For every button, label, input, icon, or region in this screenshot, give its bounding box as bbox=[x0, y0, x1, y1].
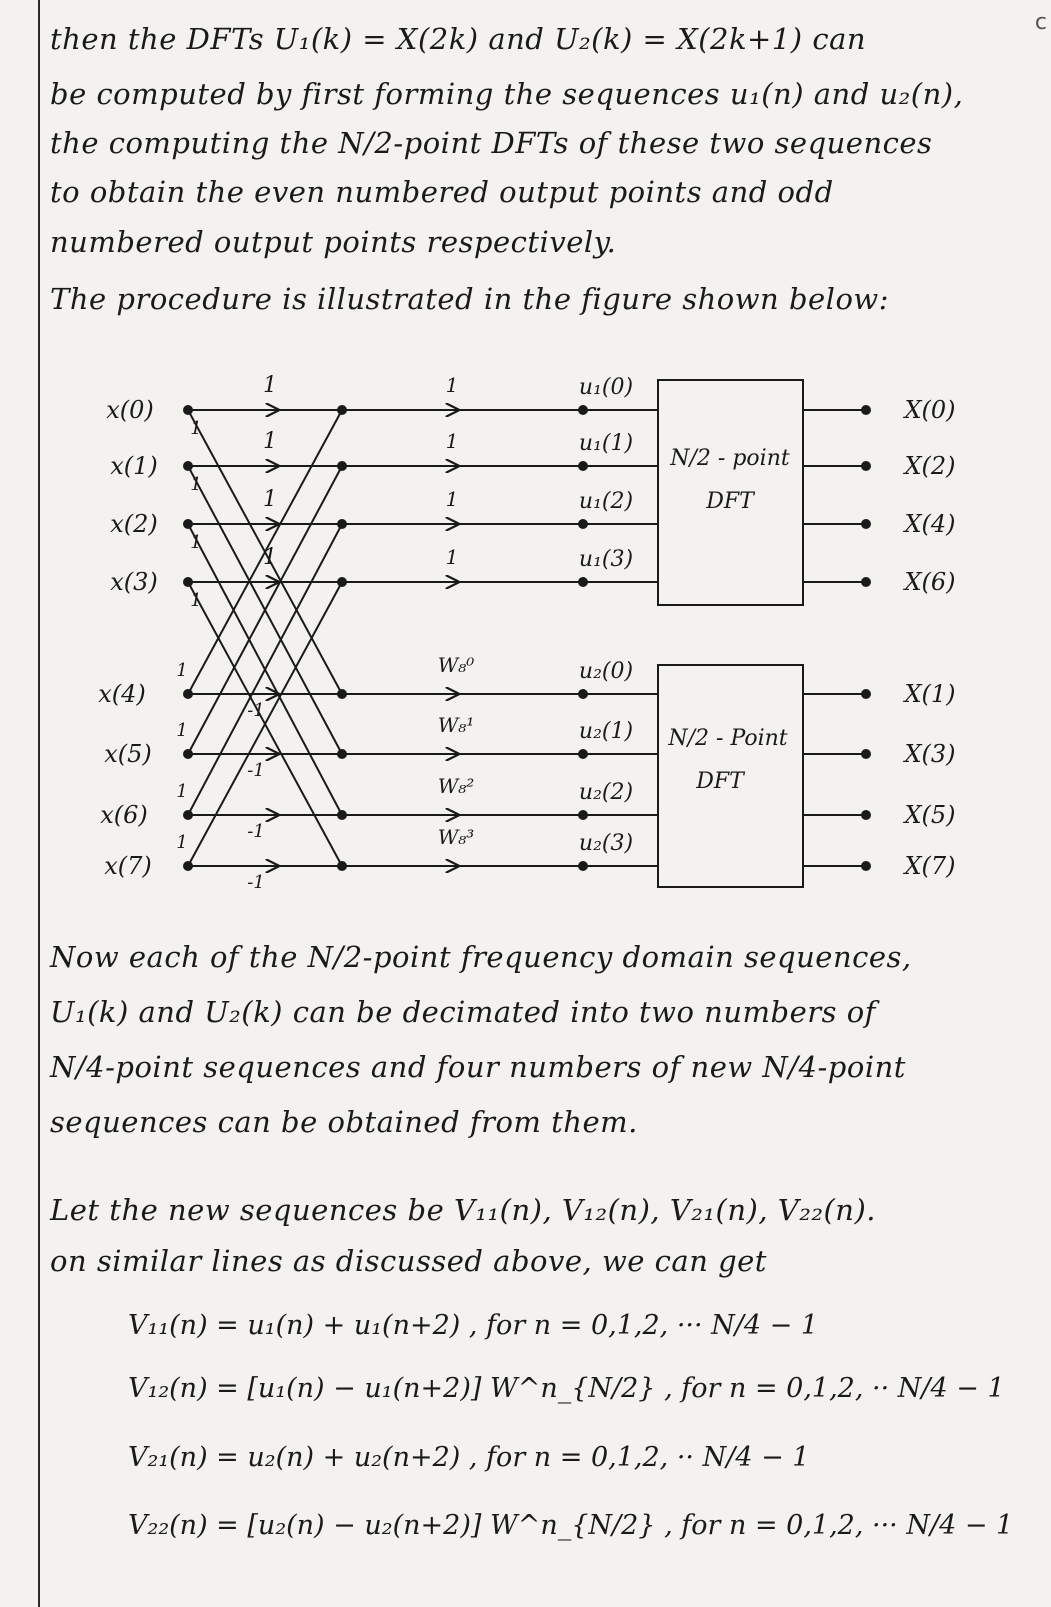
u2-label-3: u₂(3) bbox=[578, 831, 634, 856]
cross-gain-bottom-1: 1 bbox=[176, 720, 188, 741]
procedure-line: The procedure is illustrated in the figure shown below: bbox=[50, 282, 890, 316]
input-node-3 bbox=[183, 577, 193, 587]
paragraph1-line: numbered output points respectively. bbox=[50, 225, 617, 259]
butterfly-node-4 bbox=[337, 689, 347, 699]
minus-gain-3: -1 bbox=[247, 872, 265, 893]
output-node-0 bbox=[861, 405, 871, 415]
equation-v21: V₂₁(n) = u₂(n) + u₂(n+2) , for n = 0,1,2, ·· N/4 − 1 bbox=[128, 1442, 810, 1473]
twiddle-label-0: W₈⁰ bbox=[437, 653, 475, 677]
output-label-4: X(1) bbox=[904, 680, 956, 708]
input-node-7 bbox=[183, 861, 193, 871]
dft-top-subtitle: DFT bbox=[706, 489, 754, 514]
stage2-gain-2: 1 bbox=[445, 487, 459, 511]
dft-bottom-subtitle: DFT bbox=[696, 769, 744, 794]
output-node-5 bbox=[861, 749, 871, 759]
output-label-5: X(3) bbox=[904, 740, 956, 768]
cross-gain-bottom-3: 1 bbox=[176, 832, 188, 853]
u1-label-1: u₁(1) bbox=[578, 431, 634, 456]
u-node-3 bbox=[578, 577, 588, 587]
paragraph1-line: to obtain the even numbered output points and odd bbox=[50, 175, 834, 209]
cross-gain-top-1: 1 bbox=[190, 474, 202, 495]
twiddle-label-1: W₈¹ bbox=[437, 713, 475, 737]
u-node-6 bbox=[578, 810, 588, 820]
input-node-2 bbox=[183, 519, 193, 529]
equation-v11: V₁₁(n) = u₁(n) + u₁(n+2) , for n = 0,1,2, ··· N/4 − 1 bbox=[128, 1310, 819, 1341]
u-node-4 bbox=[578, 689, 588, 699]
u-node-7 bbox=[578, 861, 588, 871]
stage1-gain-2: 1 bbox=[263, 487, 277, 512]
stage2-gain-1: 1 bbox=[445, 429, 459, 453]
output-node-3 bbox=[861, 577, 871, 587]
input-label-4: x(4) bbox=[98, 680, 146, 708]
output-label-3: X(6) bbox=[904, 568, 956, 596]
minus-gain-2: -1 bbox=[247, 821, 265, 842]
u-node-1 bbox=[578, 461, 588, 471]
equation-v12: V₁₂(n) = [u₁(n) − u₁(n+2)] W^n_{N/2} , for n = 0,1,2, ·· N/4 − 1 bbox=[128, 1373, 1005, 1404]
cross-gain-top-0: 1 bbox=[190, 418, 202, 439]
paragraph1-line: then the DFTs U₁(k) = X(2k) and U₂(k) = X(2k+1) can bbox=[50, 22, 867, 56]
input-label-1: x(1) bbox=[110, 452, 158, 480]
dft-bottom-title: N/2 - Point bbox=[668, 726, 788, 751]
u1-label-3: u₁(3) bbox=[578, 547, 634, 572]
cross-gain-bottom-2: 1 bbox=[176, 781, 188, 802]
stage1-gain-3: 1 bbox=[263, 545, 277, 570]
input-node-4 bbox=[183, 689, 193, 699]
output-node-1 bbox=[861, 461, 871, 471]
paragraph1-line: the computing the N/2-point DFTs of these two sequences bbox=[50, 126, 933, 160]
output-node-4 bbox=[861, 689, 871, 699]
equation-v22: V₂₂(n) = [u₂(n) − u₂(n+2)] W^n_{N/2} , for n = 0,1,2, ··· N/4 − 1 bbox=[128, 1510, 1014, 1541]
minus-gain-0: -1 bbox=[247, 700, 265, 721]
stage2-gain-0: 1 bbox=[445, 373, 459, 397]
paragraph2-line: Now each of the N/2-point frequency domain sequences, bbox=[50, 940, 912, 974]
input-label-2: x(2) bbox=[110, 510, 158, 538]
cross-gain-top-3: 1 bbox=[190, 590, 202, 611]
paragraph1-line: be computed by first forming the sequences u₁(n) and u₂(n), bbox=[50, 77, 964, 111]
input-node-1 bbox=[183, 461, 193, 471]
u1-label-0: u₁(0) bbox=[578, 375, 634, 400]
input-node-0 bbox=[183, 405, 193, 415]
input-label-0: x(0) bbox=[106, 396, 154, 424]
butterfly-node-0 bbox=[337, 405, 347, 415]
twiddle-label-2: W₈² bbox=[437, 774, 475, 798]
output-label-1: X(2) bbox=[904, 452, 956, 480]
output-node-2 bbox=[861, 519, 871, 529]
output-node-7 bbox=[861, 861, 871, 871]
input-label-7: x(7) bbox=[104, 852, 152, 880]
output-label-6: X(5) bbox=[904, 801, 956, 829]
corner-mark: c bbox=[1034, 10, 1047, 35]
paragraph3-line: on similar lines as discussed above, we can get bbox=[50, 1244, 767, 1278]
u2-label-1: u₂(1) bbox=[578, 719, 634, 744]
cross-gain-bottom-0: 1 bbox=[176, 660, 188, 681]
u2-label-2: u₂(2) bbox=[578, 780, 634, 805]
butterfly-node-2 bbox=[337, 519, 347, 529]
paragraph2-line: sequences can be obtained from them. bbox=[50, 1105, 638, 1139]
u2-label-0: u₂(0) bbox=[578, 659, 634, 684]
output-node-6 bbox=[861, 810, 871, 820]
input-node-5 bbox=[183, 749, 193, 759]
output-label-2: X(4) bbox=[904, 510, 956, 538]
stage1-gain-1: 1 bbox=[263, 429, 277, 454]
butterfly-node-3 bbox=[337, 577, 347, 587]
u-node-0 bbox=[578, 405, 588, 415]
paragraph2-line: U₁(k) and U₂(k) can be decimated into two numbers of bbox=[50, 995, 876, 1029]
input-label-5: x(5) bbox=[104, 740, 152, 768]
dft-top-title: N/2 - point bbox=[670, 446, 790, 471]
input-node-6 bbox=[183, 810, 193, 820]
paragraph3-line: Let the new sequences be V₁₁(n), V₁₂(n), V₂₁(n), V₂₂(n). bbox=[50, 1193, 876, 1227]
u1-label-2: u₁(2) bbox=[578, 489, 634, 514]
paragraph2-line: N/4-point sequences and four numbers of new N/4-point bbox=[50, 1050, 906, 1084]
cross-gain-top-2: 1 bbox=[190, 532, 202, 553]
u-node-5 bbox=[578, 749, 588, 759]
butterfly-node-1 bbox=[337, 461, 347, 471]
butterfly-node-7 bbox=[337, 861, 347, 871]
minus-gain-1: -1 bbox=[247, 760, 265, 781]
output-label-0: X(0) bbox=[904, 396, 956, 424]
output-label-7: X(7) bbox=[904, 852, 956, 880]
input-label-6: x(6) bbox=[100, 801, 148, 829]
twiddle-label-3: W₈³ bbox=[437, 825, 475, 849]
input-label-3: x(3) bbox=[110, 568, 158, 596]
butterfly-node-6 bbox=[337, 810, 347, 820]
butterfly-node-5 bbox=[337, 749, 347, 759]
stage1-gain-0: 1 bbox=[263, 373, 277, 398]
u-node-2 bbox=[578, 519, 588, 529]
stage2-gain-3: 1 bbox=[445, 545, 459, 569]
